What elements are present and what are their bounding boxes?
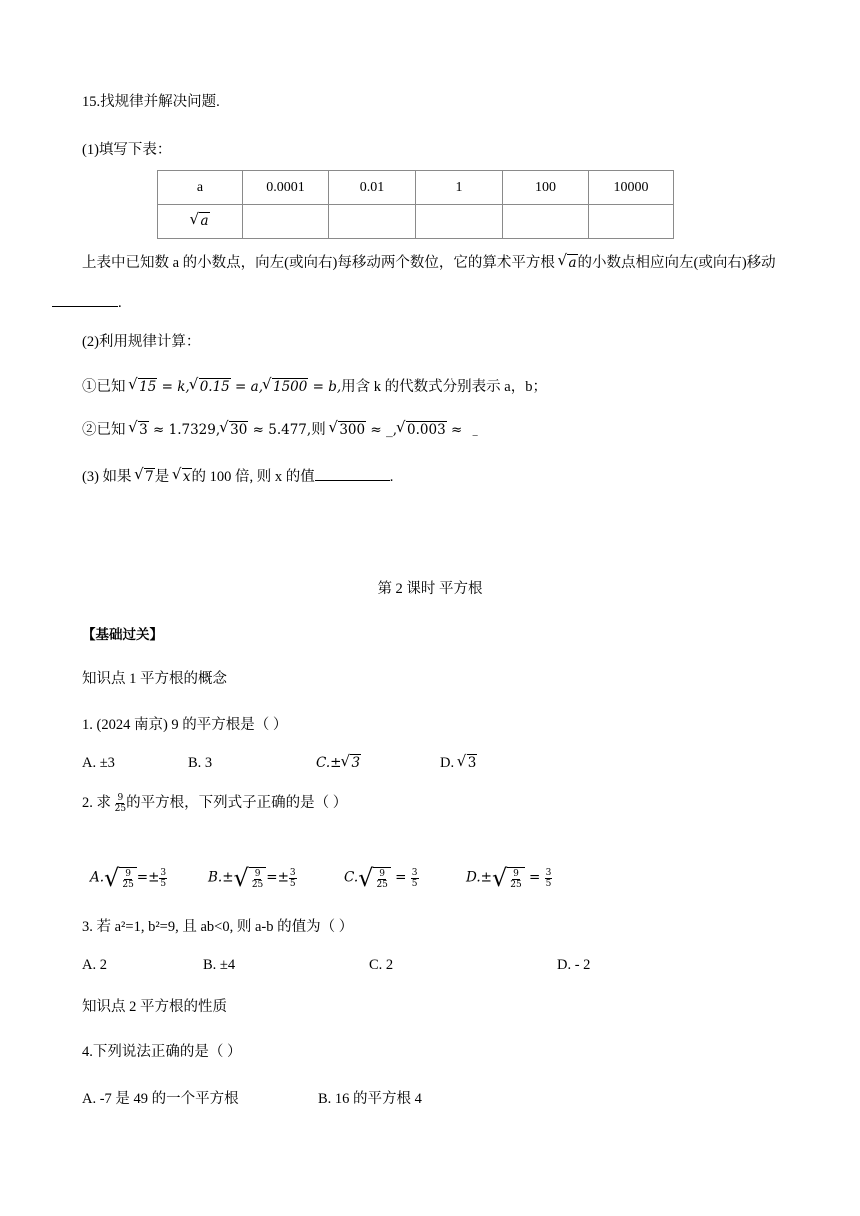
q1-option-b[interactable]: B. 3 (188, 755, 213, 771)
knowledge-point-1: 知识点 1 平方根的概念 (82, 671, 227, 687)
stem-text: 的平方根，下列式子正确的是（ ） (126, 795, 348, 811)
question-15-title: 15.找规律并解决问题. (82, 94, 220, 110)
fraction: $\frac{9}{25}$ (114, 793, 127, 815)
part1-label: (1)填写下表： (82, 142, 172, 158)
rule-text: 的小数点相应向左(或向右)移动 (577, 255, 776, 271)
table-cell: 1 (416, 171, 503, 205)
table-answer-cell[interactable] (503, 205, 589, 239)
question-2-stem (82, 793, 347, 814)
part3 (82, 467, 393, 487)
radicand: 0.15 (199, 379, 230, 395)
equation-text: = b, (308, 379, 342, 395)
q2-option-a[interactable]: A. √ $\frac{9}{25}$ =± $\frac{3}{5}$ (90, 864, 167, 892)
equation-text: ≈ 1.7329, (148, 422, 221, 438)
q3-option-a[interactable]: A. 2 (82, 957, 107, 973)
table-cell: 0.0001 (243, 171, 329, 205)
sqrt-a: a (568, 255, 577, 271)
q4-option-b[interactable]: B. 16 的平方根 4 (318, 1091, 422, 1107)
table-row (158, 171, 674, 205)
part3-text: 是 (154, 469, 173, 485)
equation-text: = a, (230, 379, 263, 395)
question-3-stem: 3. 若 a²=1, b²=9, 且 ab<0, 则 a-b 的值为（ ） (82, 919, 354, 935)
radicand: 3 (139, 422, 148, 438)
knowledge-point-2: 知识点 2 平方根的性质 (82, 999, 227, 1015)
answer-blank[interactable]: _ (472, 426, 478, 437)
question-1-stem: 1. (2024 南京) 9 的平方根是（ ） (82, 717, 288, 733)
q2-option-d[interactable]: D.± √ $\frac{9}{25}$ = $\frac{3}{5}$ (466, 864, 552, 892)
equation-text: = k, (157, 379, 190, 395)
stem-text: 2. 求 (82, 795, 115, 811)
item-text: ①已知 (82, 379, 130, 395)
question-4-stem: 4.下列说法正确的是（ ） (82, 1044, 242, 1060)
table-answer-cell[interactable] (416, 205, 503, 239)
period: . (118, 295, 122, 311)
table-answer-cell[interactable] (589, 205, 674, 239)
plus-minus: ± (330, 755, 342, 771)
part2-label: (2)利用规律计算： (82, 334, 201, 350)
q2-option-c[interactable]: C. √ $\frac{9}{25}$ = $\frac{3}{5}$ (344, 864, 418, 892)
table-cell: 0.01 (329, 171, 416, 205)
item-text: ②已知 (82, 422, 130, 438)
table-answer-cell[interactable] (243, 205, 329, 239)
table-header-cell (158, 205, 243, 239)
value-table (157, 170, 674, 239)
table-answer-cell[interactable] (329, 205, 416, 239)
answer-blank[interactable] (315, 480, 390, 481)
section-heading: 【基础过关】 (82, 627, 163, 643)
answer-blank[interactable] (52, 306, 118, 307)
radicand: 15 (139, 379, 157, 395)
rule-blank-line (52, 293, 122, 313)
q3-option-d[interactable]: D. - 2 (557, 957, 591, 973)
sqrt-a-label: a (200, 213, 209, 229)
q3-option-c[interactable]: C. 2 (369, 957, 394, 973)
lesson-title: 第 2 课时 平方根 (377, 581, 483, 597)
option-label: C. (316, 755, 331, 771)
q1-option-d[interactable] (440, 755, 477, 772)
radicand: 7 (145, 469, 154, 485)
q1-option-c[interactable] (316, 755, 361, 771)
table-header-cell: a (158, 171, 243, 205)
option-label: D. (440, 755, 458, 771)
part3-text: (3) 如果 (82, 469, 136, 485)
q2-option-b[interactable]: B.± √ $\frac{9}{25}$ =± $\frac{3}{5}$ (208, 864, 296, 892)
rule-statement (82, 253, 776, 273)
item-text: 则 (311, 422, 330, 438)
radicand: 1500 (272, 379, 308, 395)
radicand: 30 (230, 422, 248, 438)
radicand: 3 (351, 755, 361, 771)
period: . (389, 469, 394, 485)
q1-option-a[interactable]: A. ±3 (82, 755, 115, 771)
equation-text: ≈ _, (366, 422, 398, 438)
q3-option-b[interactable]: B. ±4 (203, 957, 236, 973)
radicand: x (182, 469, 191, 485)
q4-option-a[interactable]: A. -7 是 49 的一个平方根 (82, 1091, 239, 1107)
part3-text: 的 100 倍, 则 x 的值 (191, 469, 315, 485)
rule-text: 上表中已知数 a 的小数点，向左(或向右)每移动两个数位，它的算术平方根 (82, 255, 559, 271)
item-text: 用含 k 的代数式分别表示 a，b； (341, 379, 547, 395)
radicand: 3 (467, 755, 477, 771)
equation-text: ≈ (446, 422, 467, 438)
table-cell: 100 (503, 171, 589, 205)
table-cell: 10000 (589, 171, 674, 205)
table-row (158, 205, 674, 239)
equation-text: ≈ 5.477, (248, 422, 312, 438)
radicand: 0.003 (407, 422, 446, 438)
radicand: 300 (339, 422, 366, 438)
item-1 (82, 377, 547, 397)
item-2 (82, 420, 478, 442)
